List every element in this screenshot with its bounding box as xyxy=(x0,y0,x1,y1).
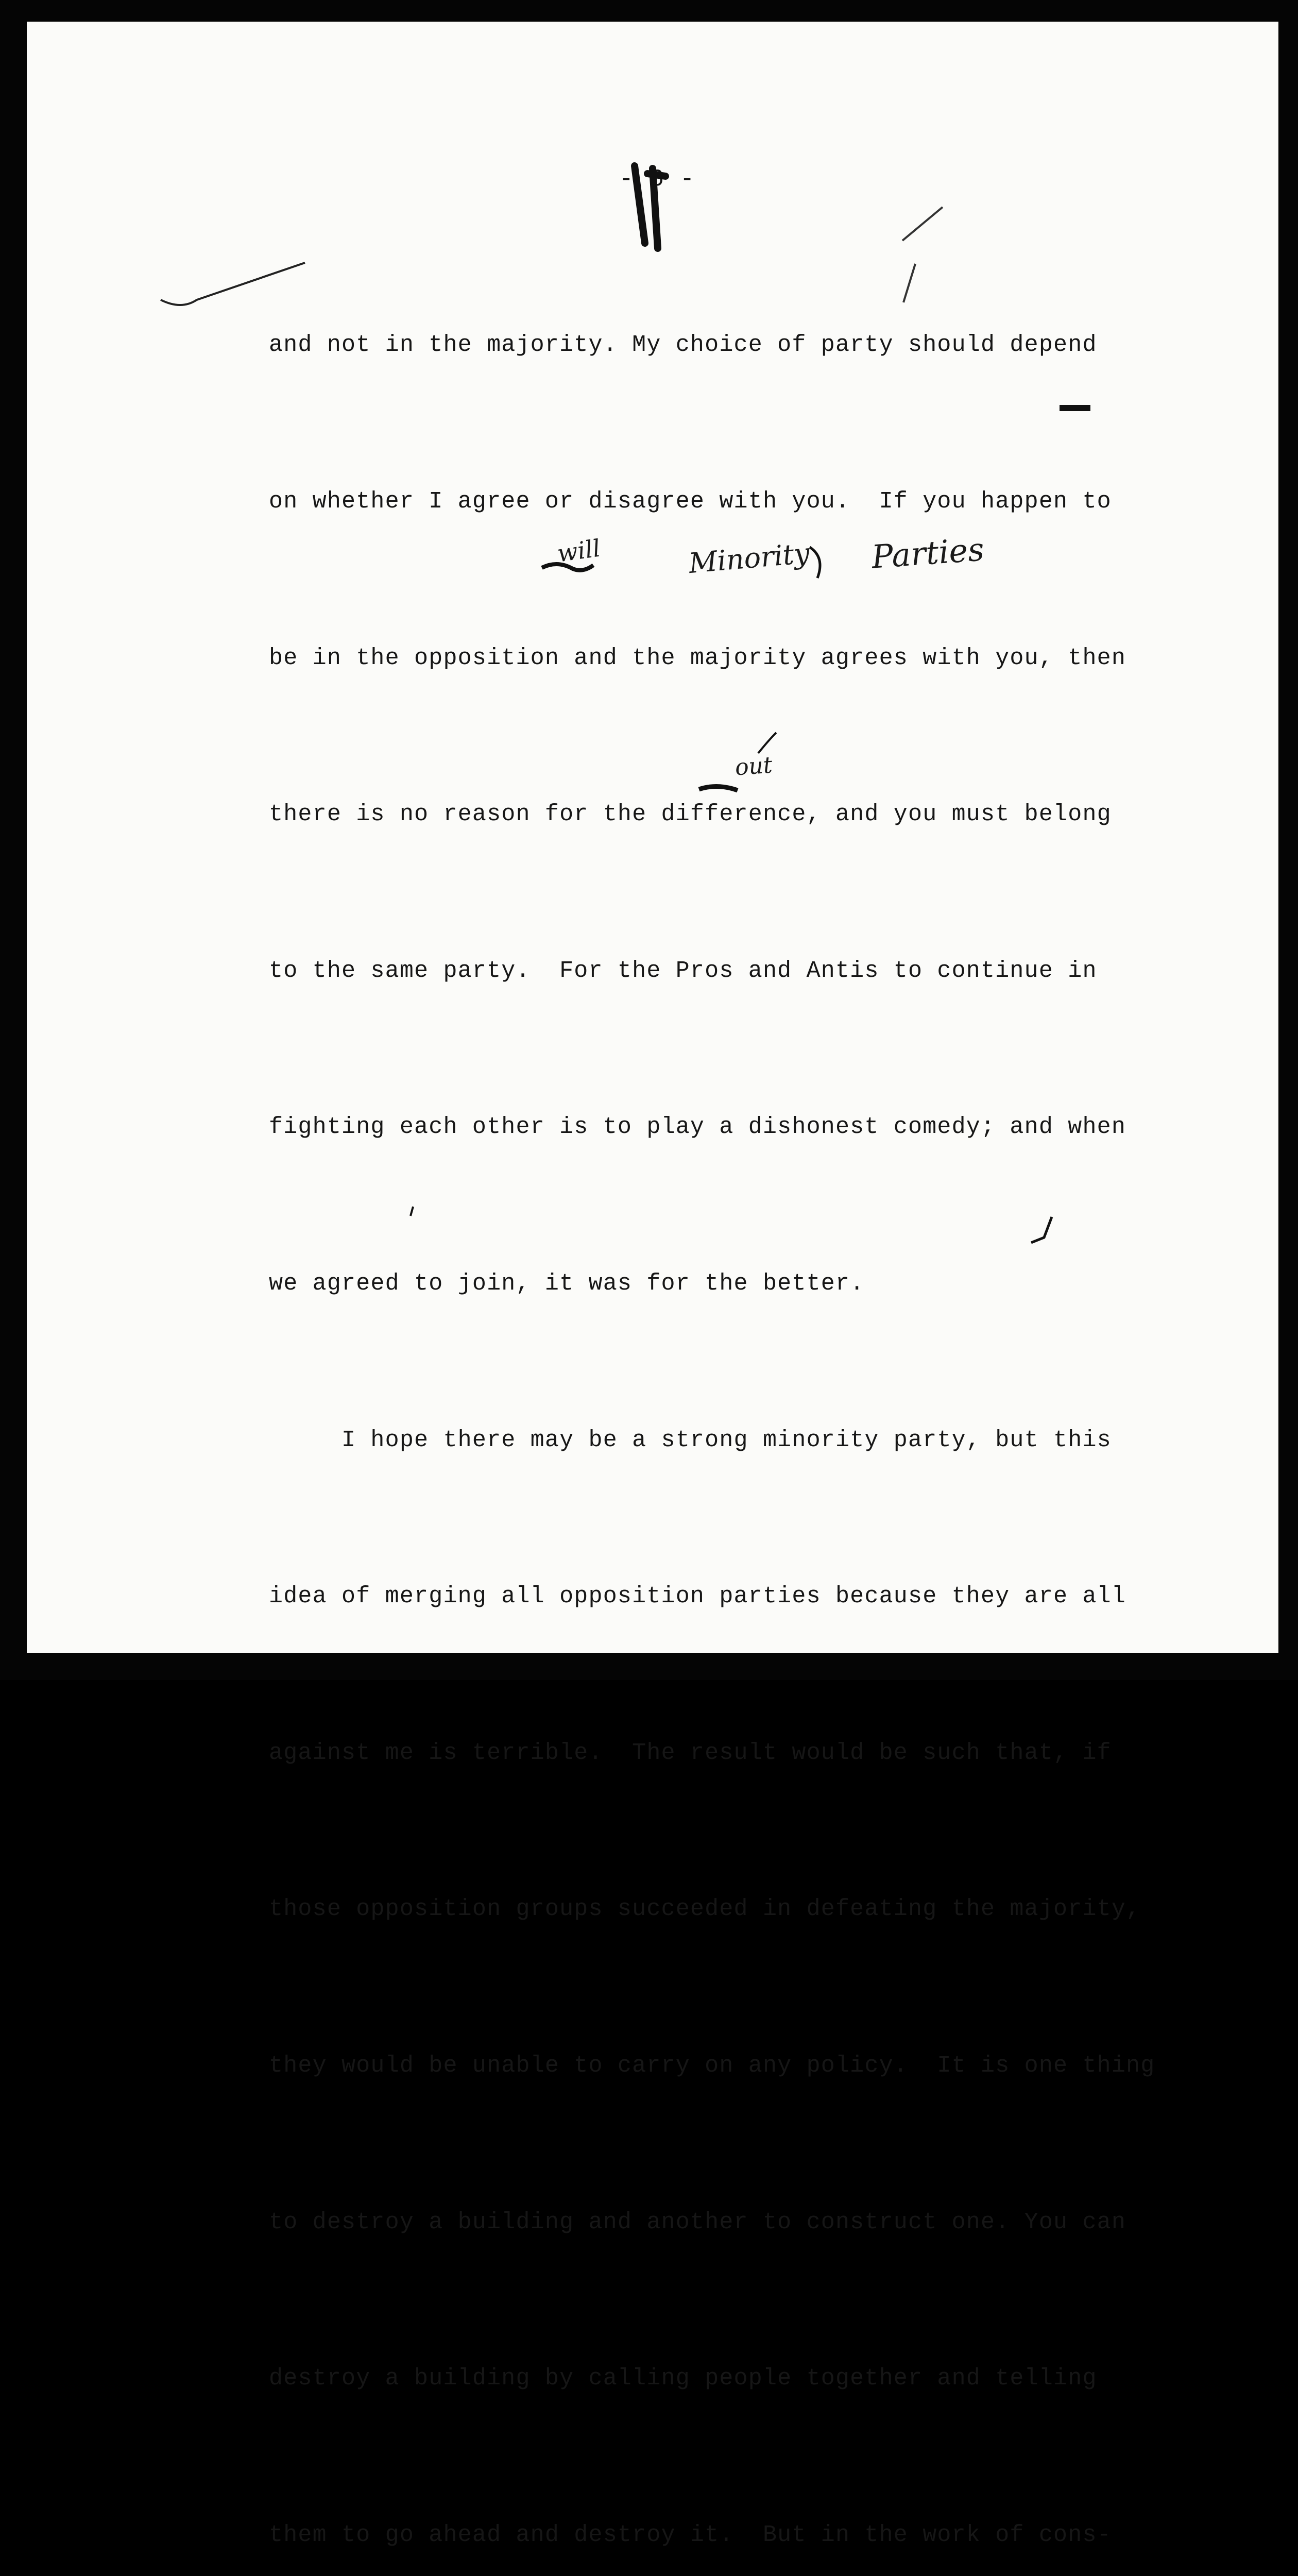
text-line: destroy a building by calling people together and telling xyxy=(269,2365,1097,2392)
text-line: and not in the majority. My choice of party should depend xyxy=(269,332,1097,359)
text-line: idea of merging all opposition parties because they are all xyxy=(269,1583,1126,1610)
handwritten-out: out xyxy=(734,752,774,781)
text-line: to the same party. For the Pros and Antis to continue in xyxy=(269,957,1097,984)
text-line: they would be unable to carry on any policy. It is one thing xyxy=(269,2052,1155,2079)
text-line: be in the opposition and the majority agrees with you, then xyxy=(269,645,1126,671)
text-line: I hope there may be a strong minority party, but this xyxy=(269,1427,1112,1453)
page-number: - 6 - xyxy=(619,166,696,193)
text-line: those opposition groups succeeded in defeating the majority, xyxy=(269,1896,1141,1923)
handwritten-will: will xyxy=(555,534,602,568)
text-line: to destroy a building and another to construct one. You can xyxy=(269,2209,1126,2235)
text-line: there is no reason for the difference, and you must belong xyxy=(269,801,1112,828)
handwritten-minority: Minority xyxy=(687,536,811,580)
handwritten-parties: Parties xyxy=(870,530,986,576)
text-line: on whether I agree or disagree with you. If you happen to xyxy=(269,488,1112,515)
text-line: we agreed to join, it was for the better. xyxy=(269,1270,865,1297)
text-line: fighting each other is to play a dishonest comedy; and when xyxy=(269,1114,1126,1141)
text-line: them to go ahead and destroy it. But in the work of cons- xyxy=(269,2521,1112,2548)
document-page xyxy=(27,22,1278,2548)
text-line: against me is terrible. The result would be such that, if xyxy=(269,1739,1112,1766)
